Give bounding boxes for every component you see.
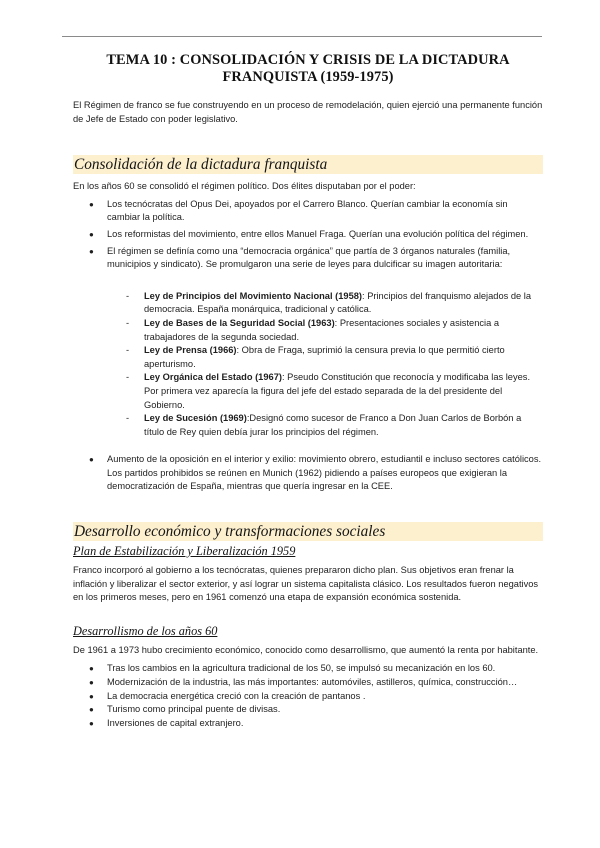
section-heading-desarrollo: Desarrollo económico y transformaciones sociales xyxy=(73,522,543,541)
desarrollismo-paragraph: De 1961 a 1973 hubo crecimiento económico, conocido como desarrollismo, que aumentó la renta por habitante. xyxy=(73,644,539,655)
list-item xyxy=(73,245,543,272)
law-name: Ley Orgánica del Estado (1967) xyxy=(144,372,282,383)
document-title xyxy=(73,52,543,86)
bullet-icon: ● xyxy=(89,718,94,728)
bullet-icon: ● xyxy=(89,705,94,715)
dash-marker: - xyxy=(126,372,130,383)
dash-marker: - xyxy=(126,345,130,356)
law-text: : Presentaciones sociales y asistencia a trabajadores de la segunda sociedad. xyxy=(144,317,500,342)
bullet-text: Modernización de la industria, las más importantes: automóviles, astilleros, química, construcción… xyxy=(107,677,518,688)
law-item xyxy=(73,344,543,371)
bullet-text: Tras los cambios en la agricultura tradicional de los 50, se impulsó su mecanización en los 60. xyxy=(107,663,496,674)
section1-bullet-list xyxy=(73,198,543,272)
list-item xyxy=(73,717,543,731)
opposition-bullet-list xyxy=(73,453,543,494)
bullet-icon: ● xyxy=(89,455,94,465)
law-name: Ley de Prensa (1966) xyxy=(144,345,237,356)
bullet-text: Turismo como principal puente de divisas. xyxy=(107,704,281,715)
section-heading-consolidacion: Consolidación de la dictadura franquista xyxy=(73,155,543,174)
law-item xyxy=(73,412,543,439)
bullet-text: Inversiones de capital extranjero. xyxy=(107,717,244,728)
dash-marker: - xyxy=(126,290,130,301)
list-item xyxy=(73,453,543,494)
list-item xyxy=(73,198,543,225)
bullet-text: La democracia energética creció con la creación de pantanos . xyxy=(107,690,366,701)
dash-marker: - xyxy=(126,317,130,328)
law-name: Ley de Principios del Movimiento Nacional (1958) xyxy=(144,290,363,301)
bullet-text: Aumento de la oposición en el interior y exilio: movimiento obrero, estudiantil e incluso sectores católicos. Los partidos prohibidos se reúnen en Munich (1962) pidiendo a países europeos que exigieran la democratización de España, mientras que quería ingresar en la CEE. xyxy=(107,454,542,492)
bullet-icon: ● xyxy=(89,246,94,256)
intro-paragraph: El Régimen de franco se fue construyendo en un proceso de remodelación, quien ejerció una permanente función de Jefe de Estado con poder legislativo. xyxy=(73,100,543,124)
bullet-icon: ● xyxy=(89,229,94,239)
list-item xyxy=(73,662,543,676)
bullet-text: El régimen se definía como una “democracia orgánica” que partía de 3 órganos naturales (familia, municipios y sindicato). Se promulgaron una serie de leyes para dulcificar su imagen autoritaria: xyxy=(107,245,511,270)
laws-list xyxy=(73,290,543,440)
law-item xyxy=(73,317,543,344)
list-item xyxy=(73,228,543,242)
top-rule xyxy=(62,36,542,37)
desarrollismo-bullet-list xyxy=(73,662,543,730)
subheading-plan-estabilizacion: Plan de Estabilización y Liberalización 1959 xyxy=(73,544,296,559)
law-text: : Principios del franquismo alejados de la democracia. España monárquica, tradicional y católica. xyxy=(144,290,532,315)
bullet-icon: ● xyxy=(89,199,94,209)
bullet-text: Los tecnócratas del Opus Dei, apoyados por el Carrero Blanco. Querían cambiar la economía sin cambiar la política. xyxy=(107,198,508,223)
law-text: :Designó como sucesor de Franco a Don Juan Carlos de Borbón a título de Rey quien debía jurar los principios del régimen. xyxy=(144,413,522,437)
law-name: Ley de Sucesión (1969) xyxy=(144,413,247,424)
list-item xyxy=(73,703,543,717)
section1-lead: En los años 60 se consolidó el régimen político. Dos élites disputaban por el poder: xyxy=(73,181,416,192)
bullet-icon: ● xyxy=(89,691,94,701)
plan-paragraph: Franco incorporó al gobierno a los tecnócratas, quienes prepararon dicho plan. Sus objetivos eran frenar la inflación y liberalizar el sector exterior, y así lograr un sistema capitalista clásico. Los resultados fueron negativos en los primeros meses, pero en 1961 comenzó una etapa de expansión económica sostenida. xyxy=(73,565,539,603)
list-item xyxy=(73,690,543,704)
bullet-icon: ● xyxy=(89,678,94,688)
law-item xyxy=(73,290,543,317)
title-line-1: TEMA 10 : CONSOLIDACIÓN Y CRISIS DE LA DICTADURA xyxy=(106,52,510,68)
document-page xyxy=(73,52,543,730)
list-item xyxy=(73,676,543,690)
bullet-text: Los reformistas del movimiento, entre ellos Manuel Fraga. Querían una evolución política del régimen. xyxy=(107,228,529,239)
law-item xyxy=(73,371,543,412)
dash-marker: - xyxy=(126,413,130,424)
law-name: Ley de Bases de la Seguridad Social (1963) xyxy=(144,317,335,328)
bullet-icon: ● xyxy=(89,664,94,674)
subheading-desarrollismo: Desarrollismo de los años 60 xyxy=(73,623,218,638)
title-line-2: FRANQUISTA (1959-1975) xyxy=(222,69,394,85)
law-text: : Pseudo Constitución que reconocía y modificaba las leyes. Por primera vez aparecía la figura del jefe del estado separada de la del presidente del Gobierno. xyxy=(144,372,531,410)
law-text: : Obra de Fraga, suprimió la censura previa lo que permitió cierto aperturismo. xyxy=(144,345,505,369)
